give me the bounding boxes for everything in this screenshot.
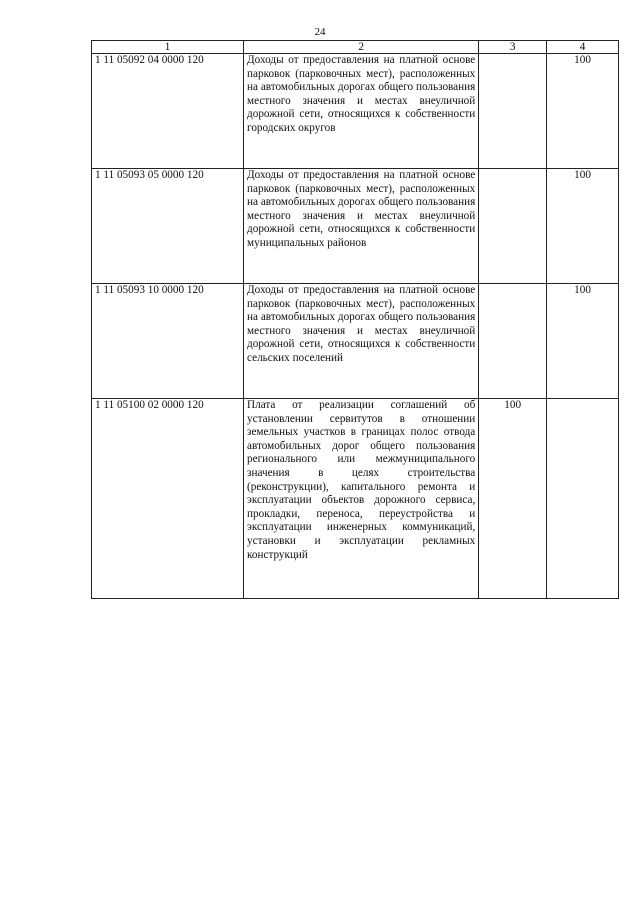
revenue-code-cell: 1 11 05092 04 0000 120	[92, 54, 244, 169]
revenue-code-cell: 1 11 05093 10 0000 120	[92, 284, 244, 399]
column-3-value-cell	[479, 54, 547, 169]
page-number: 24	[314, 26, 326, 38]
table-header-row	[92, 41, 619, 54]
revenue-name-cell: Доходы от предоставления на платной основе парковок (парковочных мест), расположенных на автомобильных дорогах общего пользования местного значения и местах внеуличной дорожной сети, относящихся к собственности муниципальных районов	[244, 169, 479, 284]
column-3-value-cell	[479, 169, 547, 284]
table-row	[92, 284, 619, 399]
revenue-name-cell: Плата от реализации соглашений об установлении сервитутов в отношении земельных участков в границах полос отвода автомобильных дорог общего пользования регионального или межмуниципального значения в целях строительства (реконструкции), капитального ремонта и эксплуатации объектов дорожного сервиса, прокладки, переноса, переустройства и эксплуатации инженерных коммуникаций, установки и эксплуатации рекламных конструкций	[244, 399, 479, 599]
column-4-value-cell: 100	[547, 54, 619, 169]
header-cell-2: 2	[244, 41, 479, 54]
header-cell-4: 4	[547, 41, 619, 54]
table-row	[92, 169, 619, 284]
header-cell-3: 3	[479, 41, 547, 54]
revenue-name-cell: Доходы от предоставления на платной основе парковок (парковочных мест), расположенных на автомобильных дорогах общего пользования местного значения и местах внеуличной дорожной сети, относящихся к собственности городских округов	[244, 54, 479, 169]
header-cell-1: 1	[92, 41, 244, 54]
revenue-table	[91, 40, 619, 599]
column-4-value-cell: 100	[547, 169, 619, 284]
table-row	[92, 54, 619, 169]
revenue-name-cell: Доходы от предоставления на платной основе парковок (парковочных мест), расположенных на автомобильных дорогах общего пользования местного значения и местах внеуличной дорожной сети, относящихся к собственности сельских поселений	[244, 284, 479, 399]
column-4-value-cell: 100	[547, 284, 619, 399]
column-3-value-cell	[479, 284, 547, 399]
column-4-value-cell	[547, 399, 619, 599]
revenue-code-cell: 1 11 05100 02 0000 120	[92, 399, 244, 599]
revenue-code-cell: 1 11 05093 05 0000 120	[92, 169, 244, 284]
column-3-value-cell: 100	[479, 399, 547, 599]
table-row	[92, 399, 619, 599]
